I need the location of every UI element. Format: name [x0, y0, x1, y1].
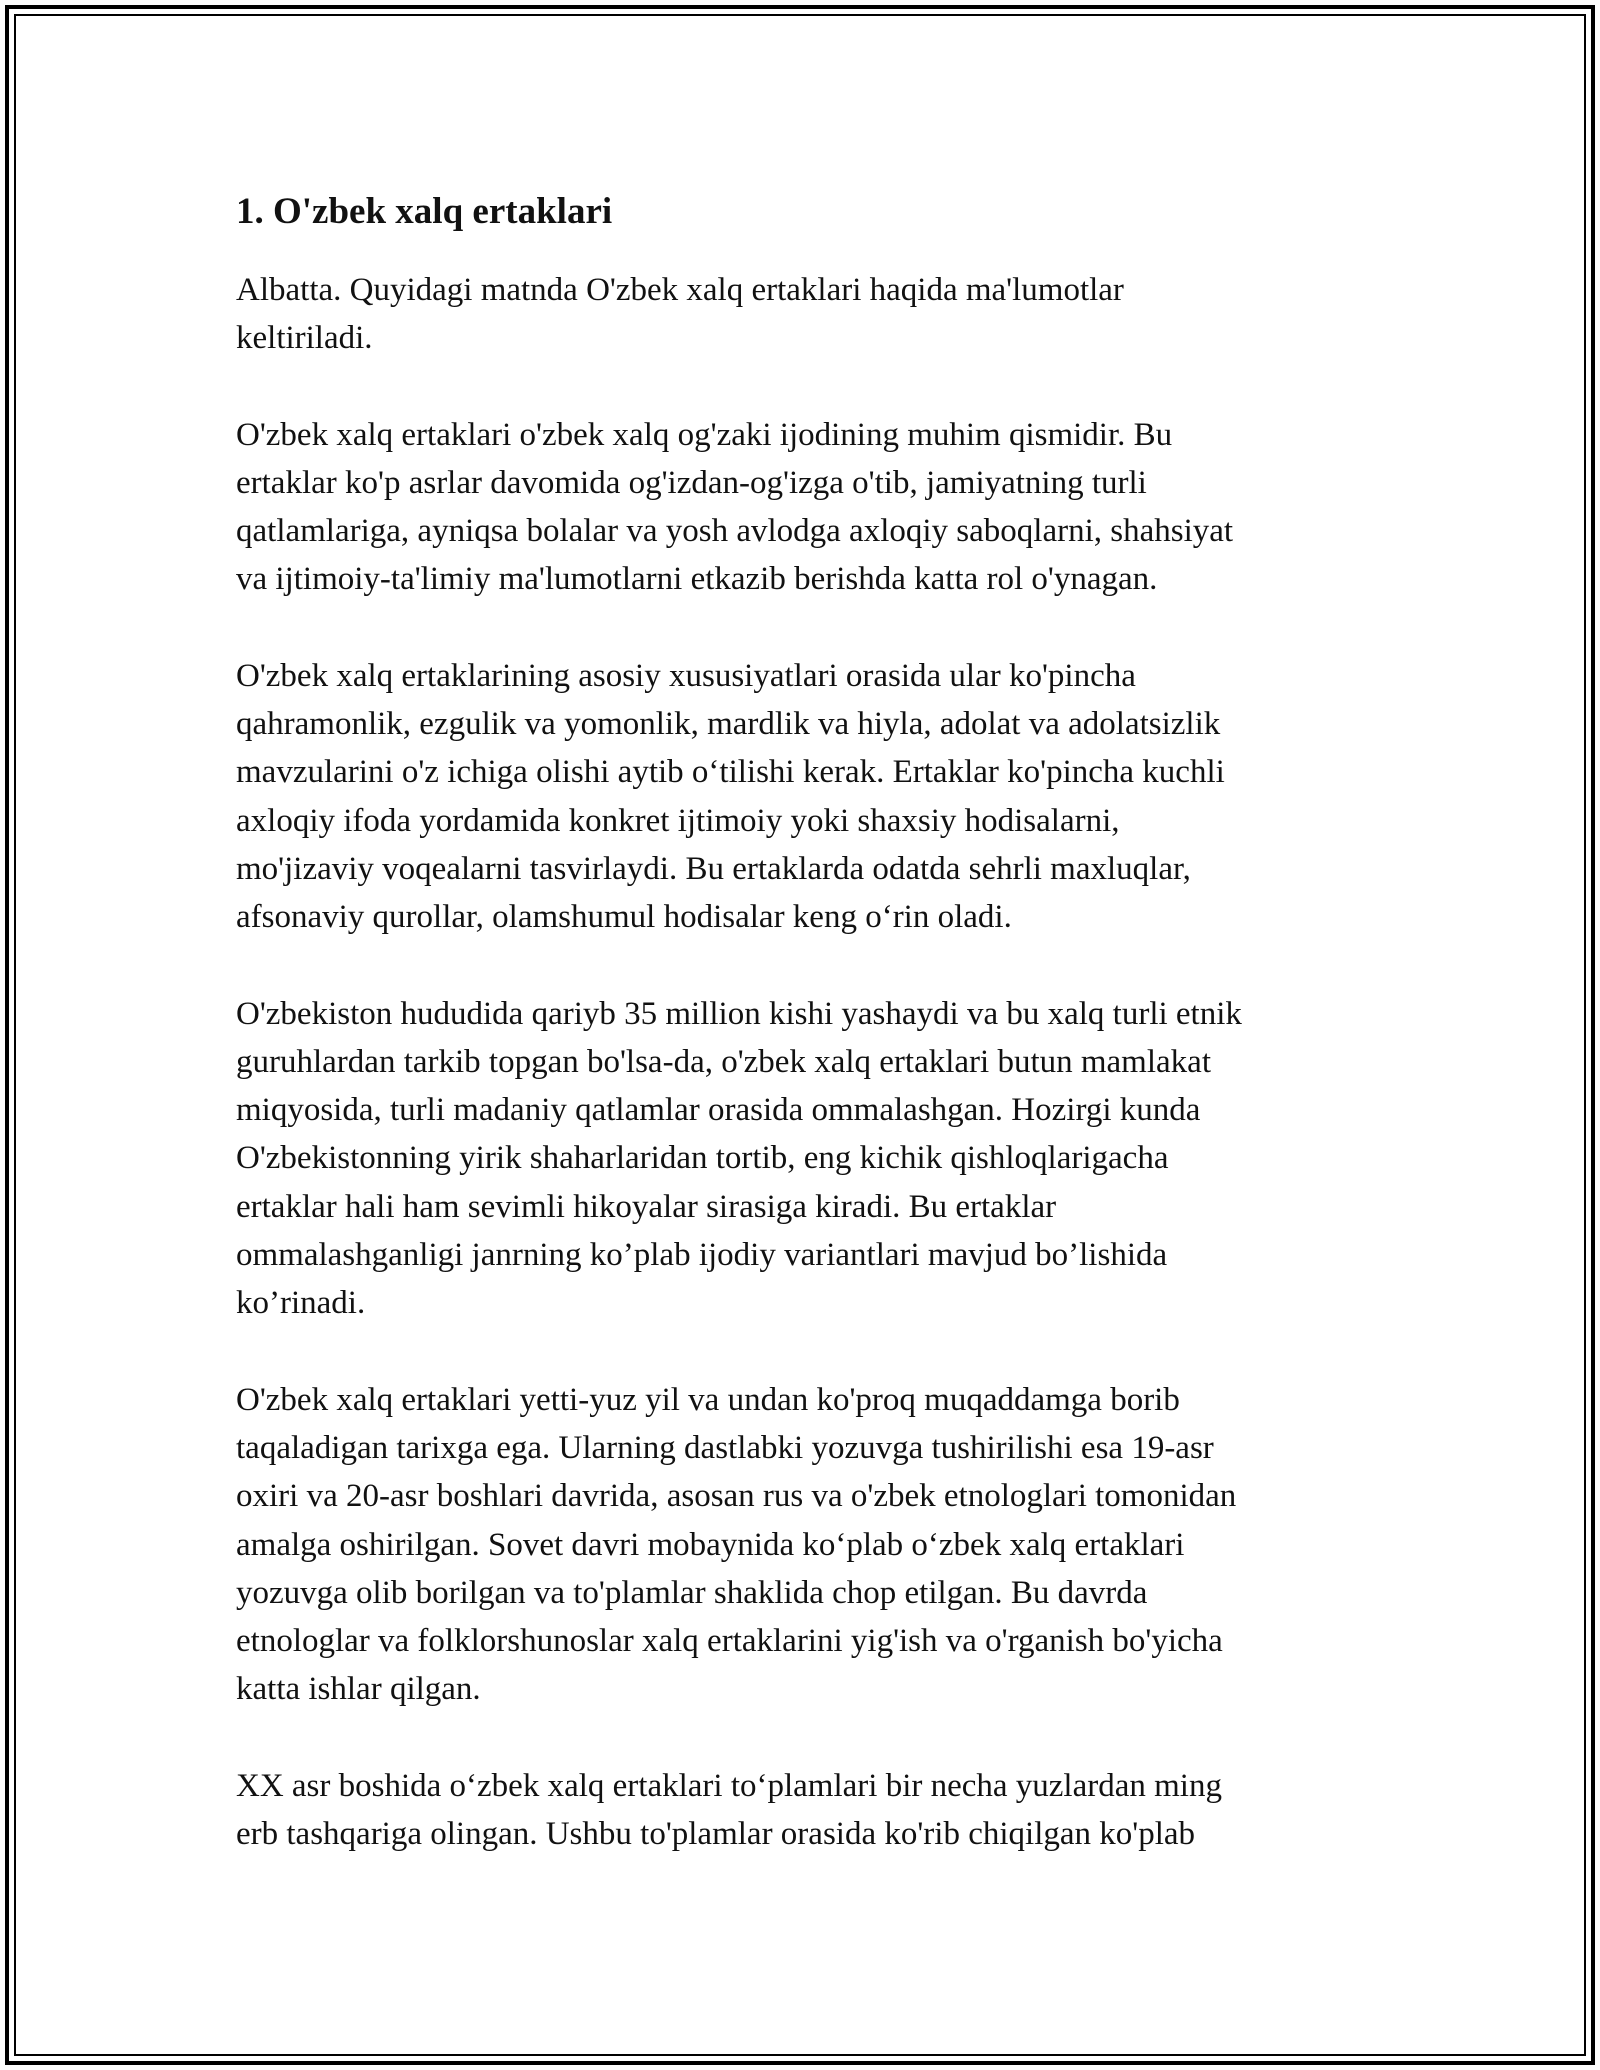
- paragraph-overview: O'zbek xalq ertaklari o'zbek xalq og'zaki ijodining muhim qismidir. Bu ertaklar ko'p asrlar davomida og'izdan-og'izga o'tib, jamiyatning turli qatlamlariga, ayniqsa bolalar va yosh avlodga axloqiy saboqlarni, shahsiyat va ijtimoiy-ta'limiy ma'lumotlarni etkazib berishda katta rol o'ynagan.: [236, 416, 1234, 598]
- paragraph-intro: Albatta. Quyidagi matnda O'zbek xalq ertaklari haqida ma'lumotlar keltiriladi.: [236, 272, 1124, 357]
- document-body: [236, 186, 1366, 1906]
- paragraph-popularity: O'zbekiston hududida qariyb 35 million kishi yashaydi va bu xalq turli etnik guruhlardan tarkib topgan bo'lsa-da, o'zbek xalq ertaklari butun mamlakat miqyosida, turli madaniy qatlamlar orasida ommalashgan. Hozirgi kunda O'zbekistonning yirik shaharlaridan tortib, eng kichik qishloqlarigacha ertaklar hali ham sevimli hikoyalar sirasiga kiradi. Bu ertaklar ommalashganligi janrning ko’plab ijodiy variantlari mavjud bo’lishida ko’rinadi.: [236, 995, 1242, 1322]
- paragraph-features: O'zbek xalq ertaklarining asosiy xususiyatlari orasida ular ko'pincha qahramonlik, ezgulik va yomonlik, mardlik va hiyla, adolat va adolatsizlik mavzularini o'z ichiga olishi aytib o‘tilishi kerak. Ertaklar ko'pincha kuchli axloqiy ifoda yordamida konkret ijtimoiy yoki shaxsiy hodisalarni, mo'jizaviy voqealarni tasvirlaydi. Bu ertaklarda odatda sehrli maxluqlar, afsonaviy qurollar, olamshumul hodisalar keng o‘rin oladi.: [236, 657, 1225, 936]
- document-title: 1. O'zbek xalq ertaklari: [236, 191, 613, 232]
- paragraph-collections: XX asr boshida o‘zbek xalq ertaklari to‘plamlari bir necha yuzlardan ming erb tashqariga olingan. Ushbu to'plamlar orasida ko'rib chiqilgan ko'plab: [236, 1767, 1222, 1853]
- paragraph-history: O'zbek xalq ertaklari yetti-yuz yil va undan ko'proq muqaddamga borib taqaladigan tarixga ega. Ularning dastlabki yozuvga tushirilishi esa 19-asr oxiri va 20-asr boshlari davrida, asosan rus va o'zbek etnologlari tomonidan amalga oshirilgan. Sovet davri mobaynida ko‘plab o‘zbek xalq ertaklari yozuvga olib borilgan va to'plamlar shaklida chop etilgan. Bu davrda etnologlar va folklorshunoslar xalq ertaklarini yig'ish va o'rganish bo'yicha katta ishlar qilgan.: [236, 1381, 1237, 1708]
